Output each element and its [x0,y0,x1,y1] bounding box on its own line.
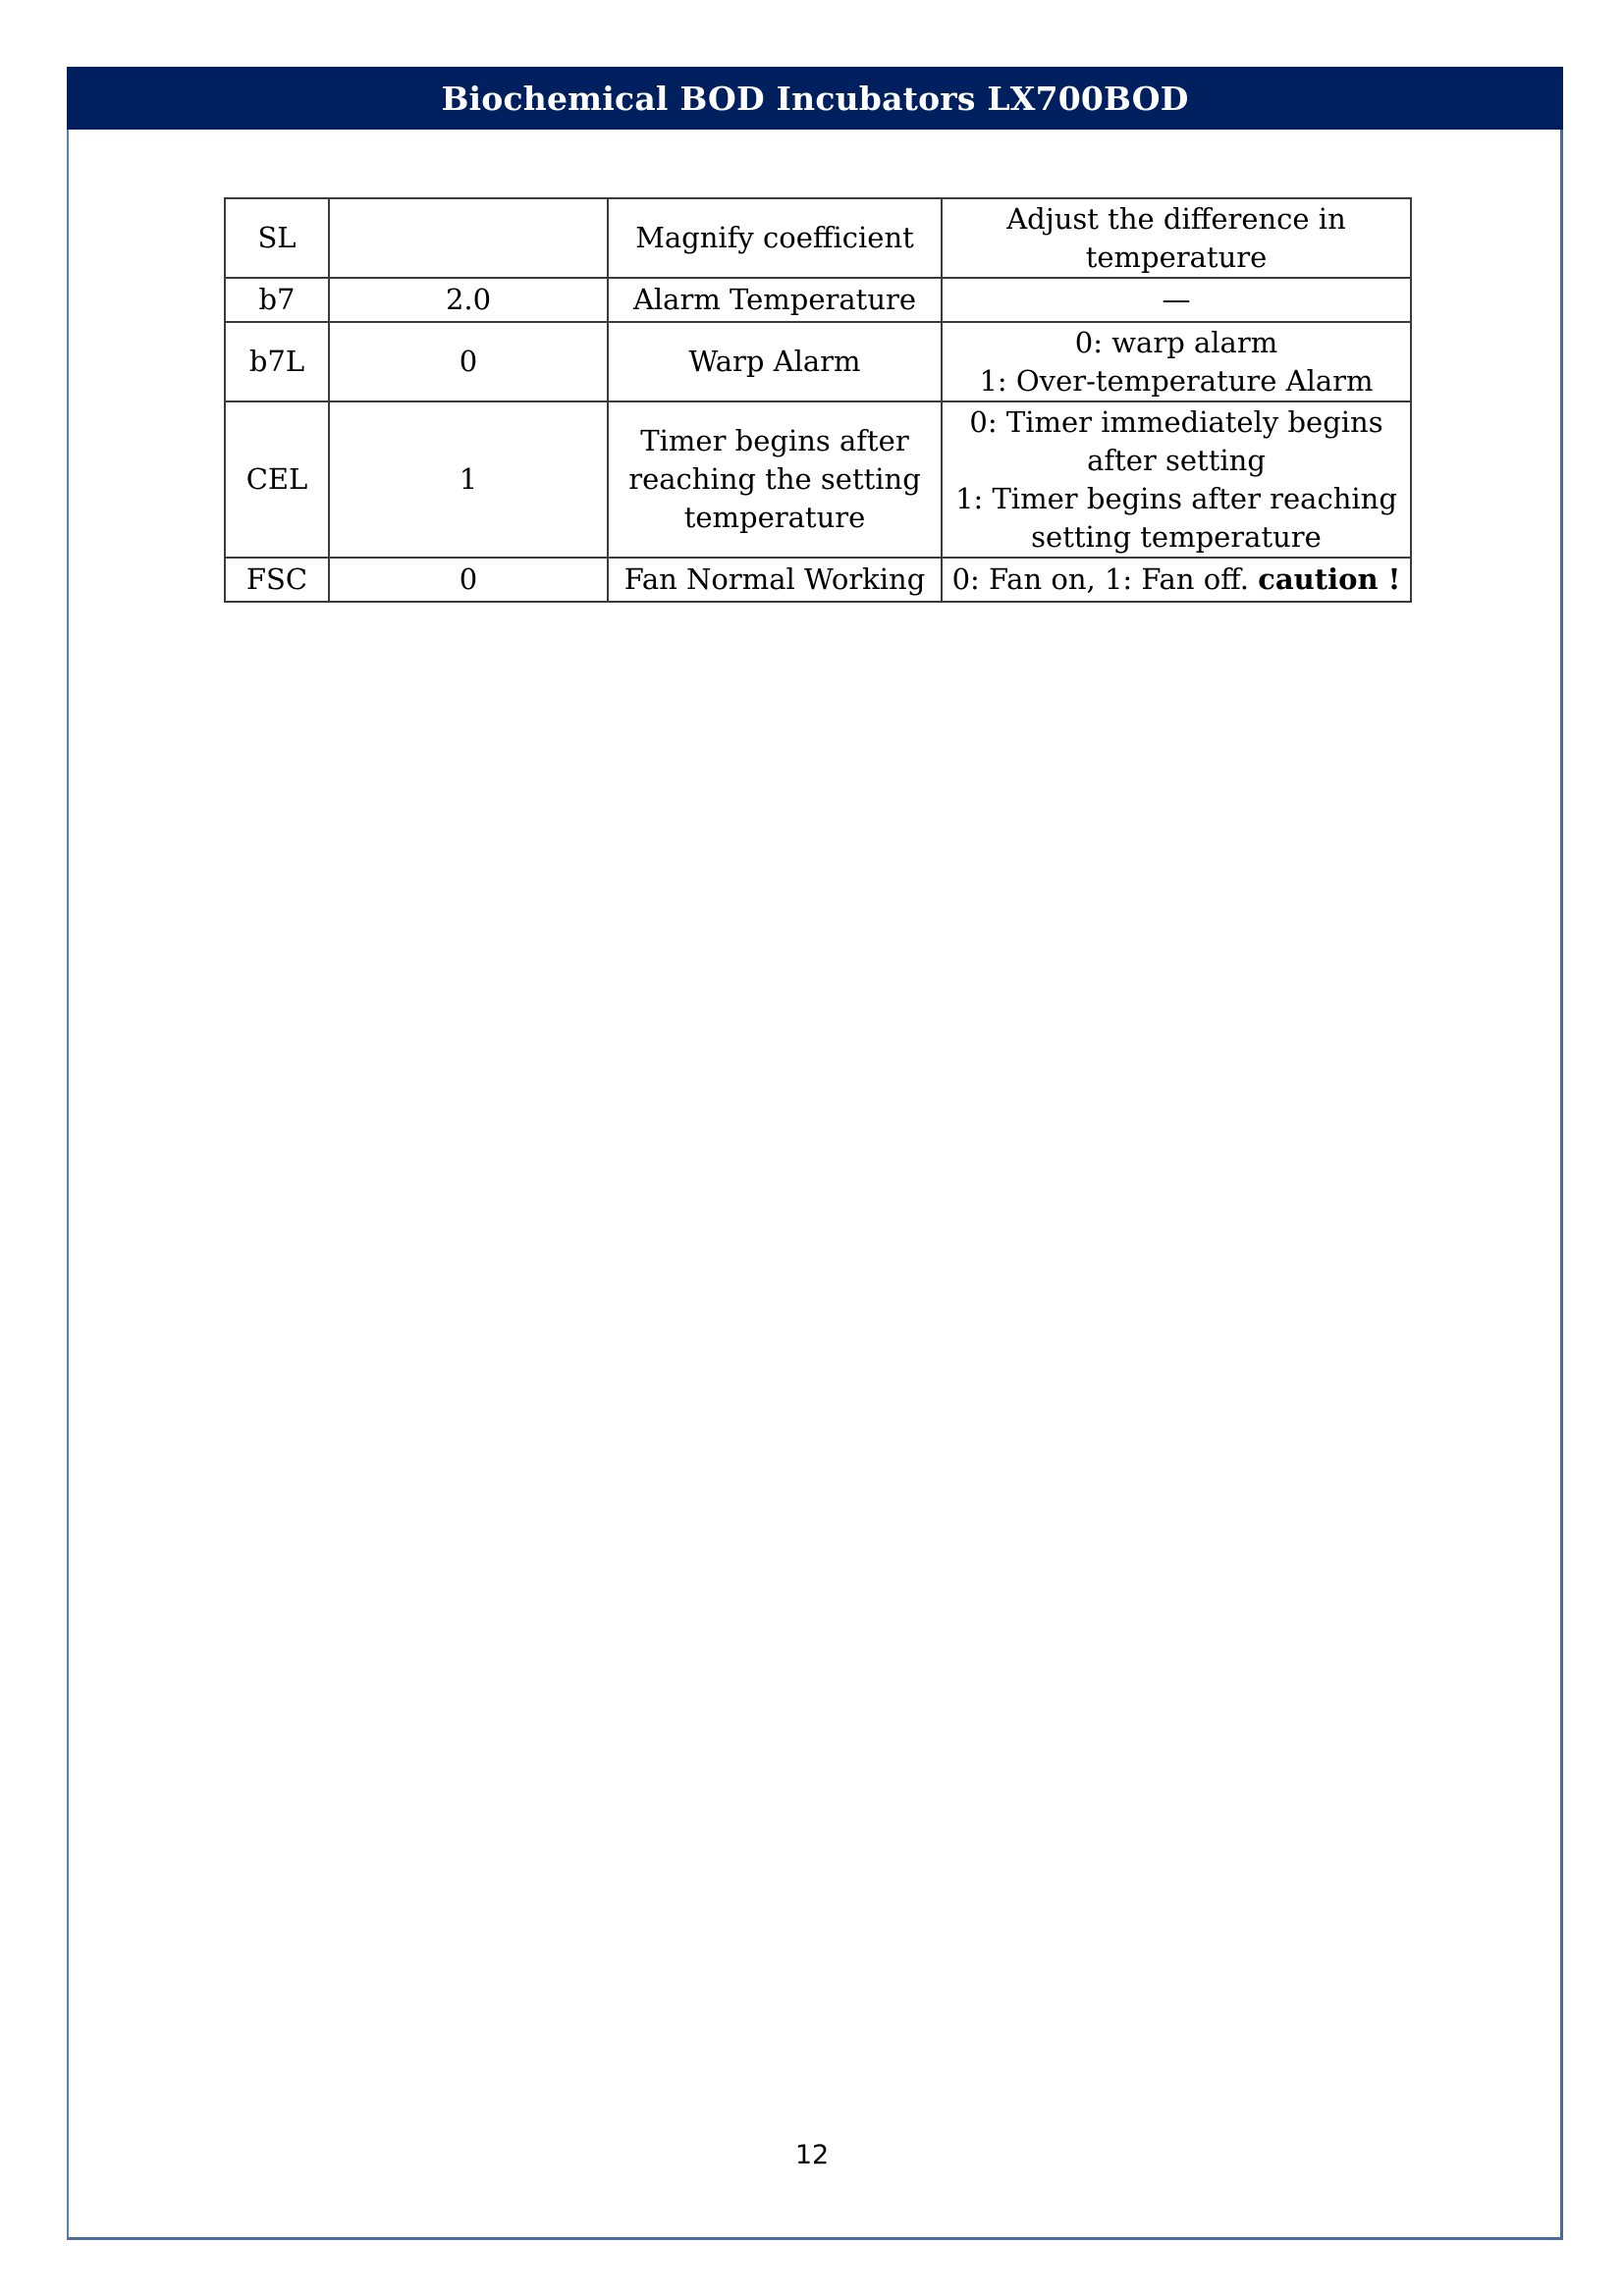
description-line: temperature [1085,240,1268,274]
description-line: 0: Timer immediately begins [969,404,1383,439]
page-number: 12 [794,2140,830,2170]
param-description-cell [942,322,1411,401]
param-code-cell: CEL [225,401,329,558]
name-line: temperature [683,501,866,534]
table-row [225,198,1411,278]
param-name-cell: Magnify coefficient [608,198,942,278]
param-value-cell: 1 [329,401,608,558]
header-bar [67,67,1563,130]
param-name-cell: Warp Alarm [608,322,942,401]
param-code-cell: FSC [225,558,329,602]
param-name-cell: Alarm Temperature [608,278,942,322]
description-text: 0: Fan on, 1: Fan off. [951,562,1259,596]
param-code-cell: SL [225,198,329,278]
param-value-cell [329,198,608,278]
param-name-cell [608,401,942,558]
param-value-cell: 2.0 [329,278,608,322]
param-code-cell: b7 [225,278,329,322]
param-name-cell: Fan Normal Working [608,558,942,602]
description-line: 1: Over-temperature Alarm [979,363,1374,398]
param-description-cell [942,401,1411,558]
description-line: setting temperature [1031,519,1322,554]
description-line: 1: Timer begins after reaching [955,481,1397,515]
document-title: Biochemical BOD Incubators LX700BOD [441,79,1189,118]
table-row [225,278,1411,322]
description-line: 0: warp alarm [1074,325,1278,359]
param-value-cell: 0 [329,558,608,602]
table-row [225,322,1411,401]
description-line: — [1162,283,1191,316]
caution-text: caution ! [1258,562,1401,596]
table-row [225,401,1411,558]
name-line: Timer begins after [640,424,909,457]
param-value-cell: 0 [329,322,608,401]
name-line: reaching the setting [628,462,921,496]
description-line: after setting [1087,443,1266,477]
table-row [225,558,1411,602]
param-description-cell [942,198,1411,278]
param-description-cell [942,558,1411,602]
param-description-cell [942,278,1411,322]
parameter-table [224,197,1412,603]
description-line: Adjust the difference in [1006,201,1346,236]
param-code-cell: b7L [225,322,329,401]
